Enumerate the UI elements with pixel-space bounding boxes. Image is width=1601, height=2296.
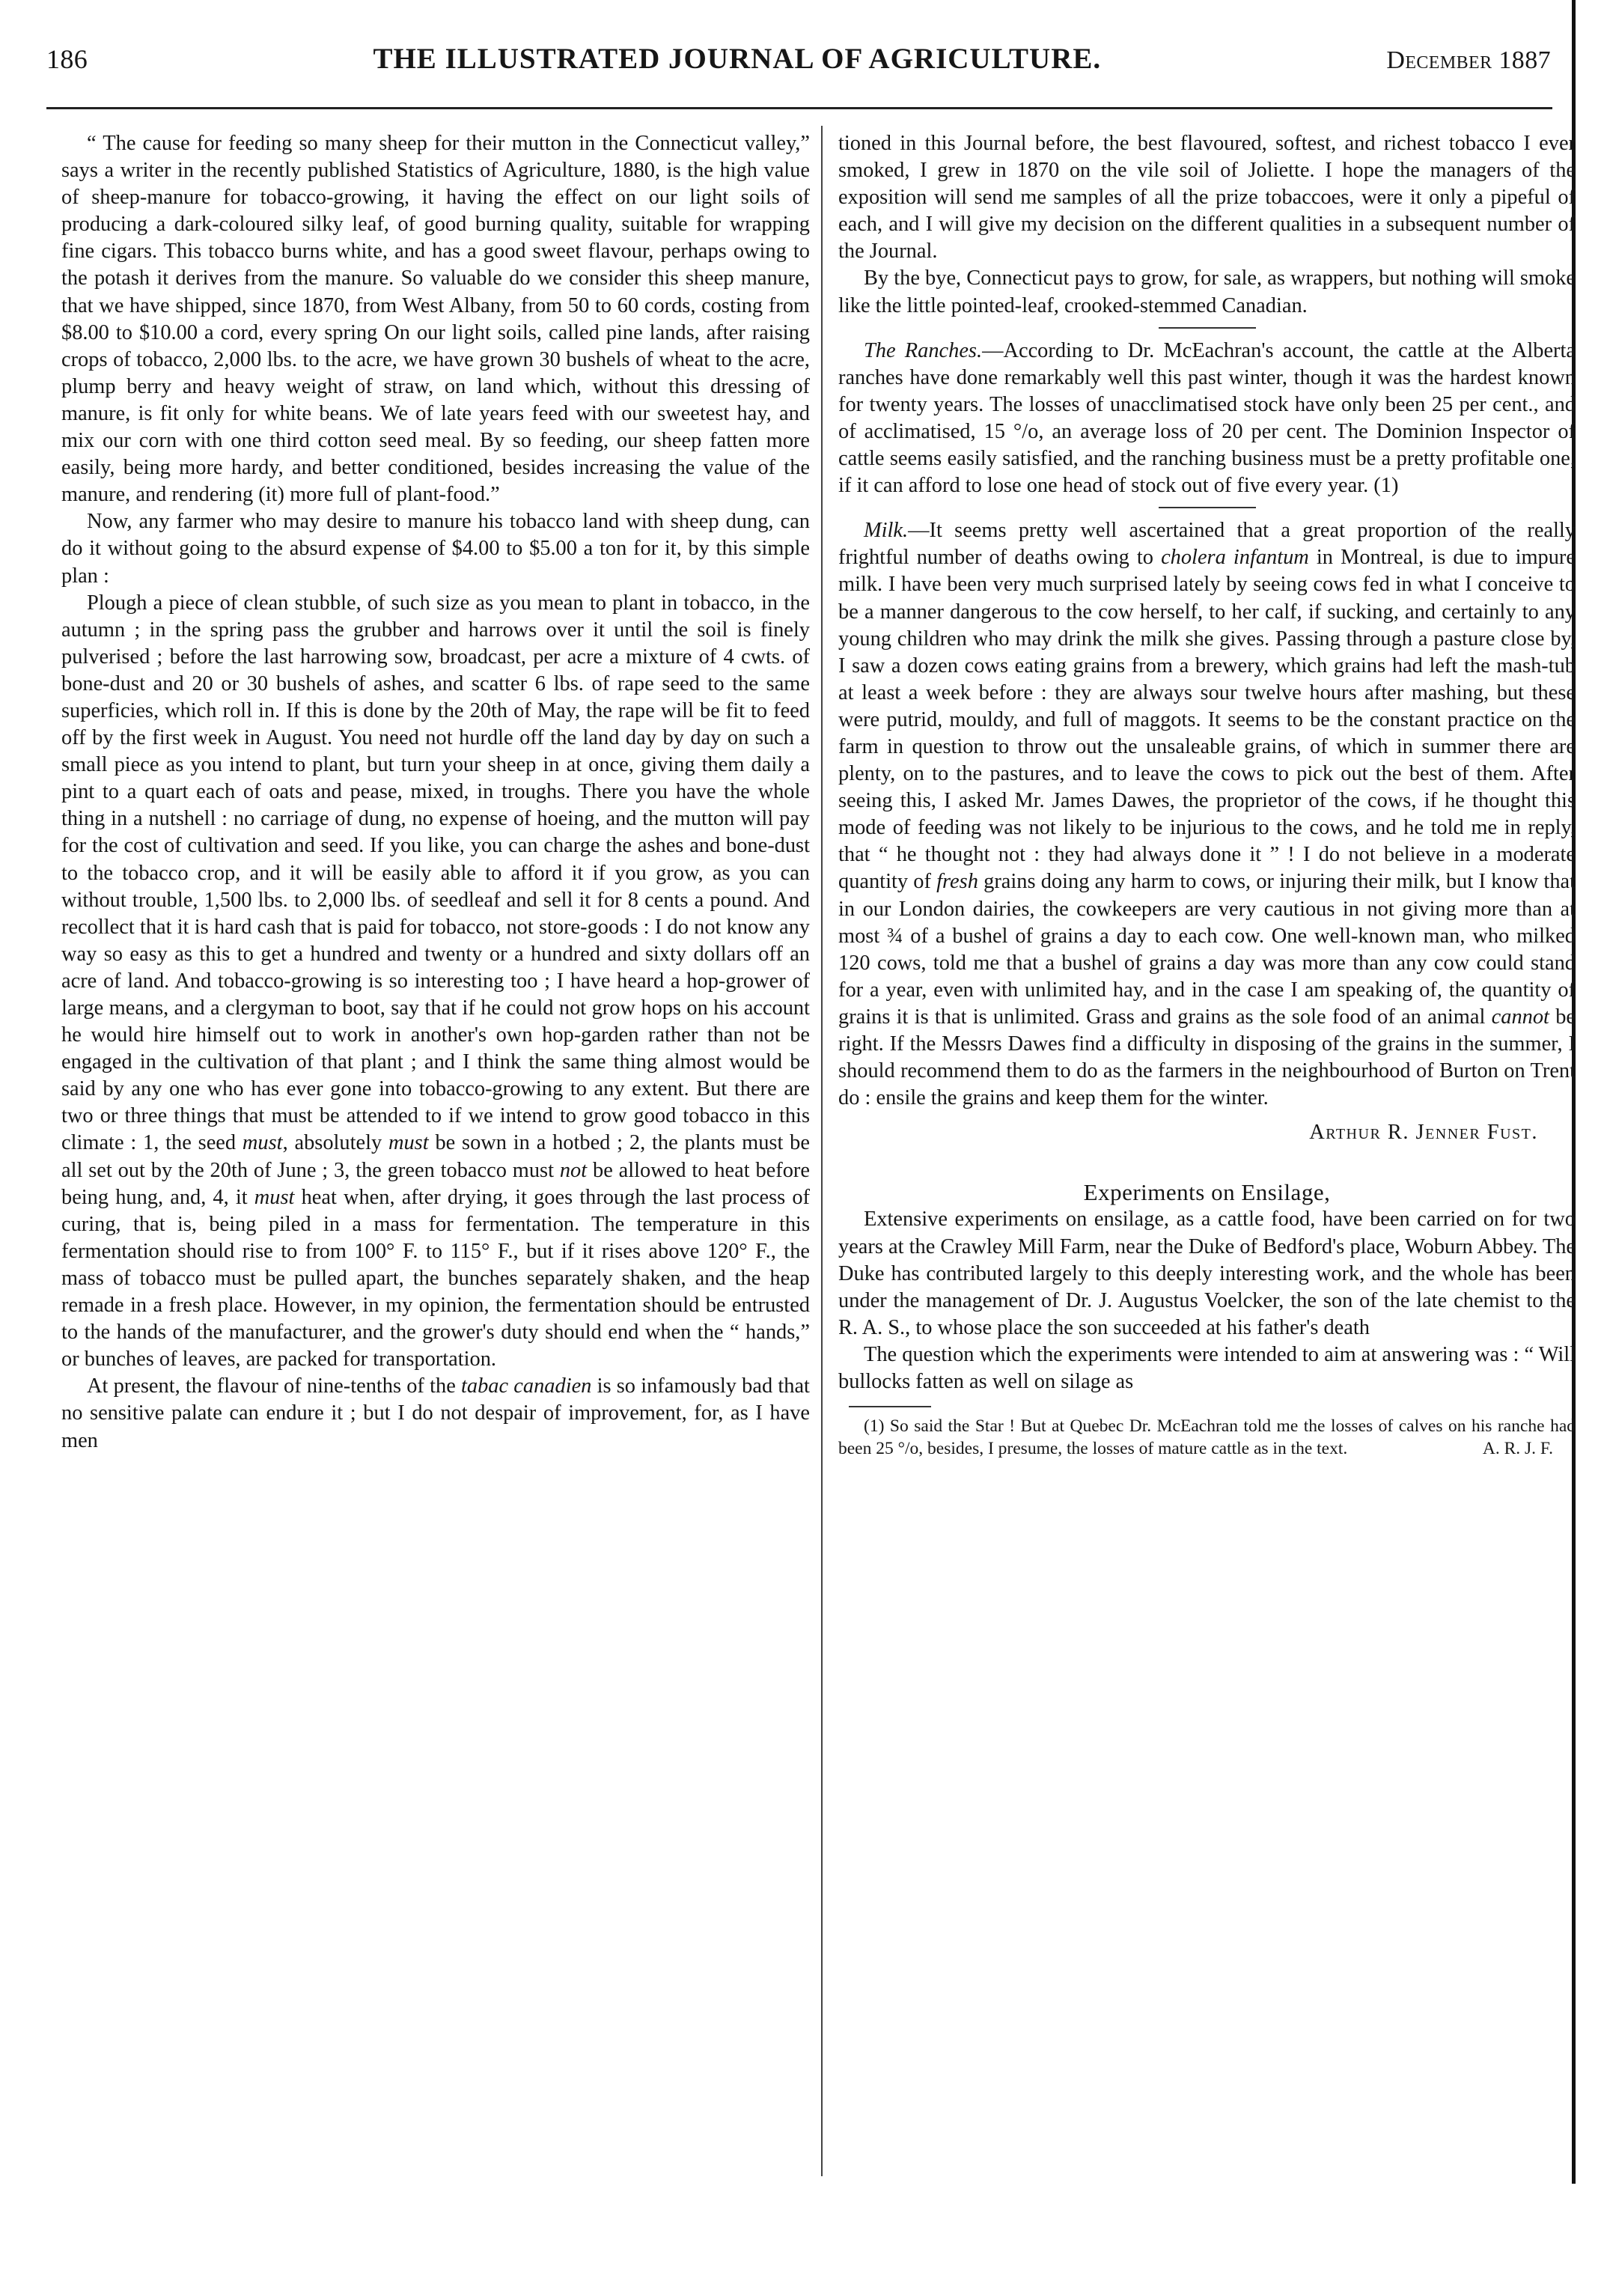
running-head: [46, 42, 1551, 87]
footnote-text: (1) So said the Star ! But at Quebec Dr. McEachran told me the losses of calves on his ranche had been 25 °/o, besides, I presume, the losses of mature cattle as in the text.: [838, 1416, 1576, 1459]
issue-date: December 1887: [1386, 46, 1551, 74]
paragraph-continued: tioned in this Journal before, the best flavoured, softest, and richest tobacco I ever smoked, I grew in 1870 on the vile soil of Joliette. I hope the managers of the exposition will send me samples of all the prize tobaccoes, were it only a pipeful of each, and I will give my decision on the different qualities in a subsequent number of the Journal.: [838, 132, 1576, 264]
page-number: 186: [46, 44, 88, 74]
column-divider: [821, 126, 823, 2176]
footnote-rule: [849, 1406, 931, 1407]
paragraph-ensilage-1: Extensive experiments on ensilage, as a cattle food, have been carried on for two years at the Crawley Mill Farm, near the Duke of Bedford's place, Woburn Abbey. The Duke has contributed largely to this deeply interesting work, and the whole has been under the management of Dr. J. Augustus Voelcker, the son of the late chemist to the R. A. S., to whose place the son succeeded at his father's death: [838, 1208, 1576, 1339]
milk-title: Milk.: [864, 519, 909, 543]
footnote: [838, 1415, 1576, 1460]
footnote-initials: A. R. J. F.: [1482, 1439, 1553, 1459]
ranches-title: The Ranches.: [864, 338, 983, 362]
section-milk: Milk.—It seems pretty well ascertained that a great proportion of the really frightful number of deaths owing to cholera infantum in Montreal, is due to impure milk. I have been very much surprised lately by seeing cows fed in what I conceive to be a manner dangerous to the cow herself, to her calf, if sucking, and certainly to any young children who may drink the milk she gives. Passing through a pasture close by, I saw a dozen cows eating grains from a brewery, which grains had left the mash-tub at least a week before : they are always sour twelve hours after mashing, but these were putrid, mouldy, and full of maggots. It seems to be the constant practice on the farm in question to throw out the unsaleable grains, of which in summer there are plenty, on to the pastures, and to leave the cows to pick out the best of them. After seeing this, I asked Mr. James Dawes, the proprietor of the cows, if he thought this mode of feeding was not likely to be injurious to the cows, and he told me in reply, that “ he thought not : they had always done it ” ! I do not believe in a moderate quantity of fresh grains doing any harm to cows, or injuring their milk, but I know that in our London dairies, the cowkeepers are very cautious in not giving more than at most ¾ of a bushel of grains a day to each cow. One well-known man, who milked 120 cows, told me that a bushel of grains a day was more than any cow could stand for a year, even with unlimited hay, and in the case I am speaking of, the quantity of grains it is that is unlimited. Grass and grains as the sole food of an animal cannot be right. If the Messrs Dawes find a difficulty in disposing of the grains in the summer, I should recommend them to do as the farmers in the neighbourhood of Burton on Trent do : ensile the grains and keep them for the winter.: [838, 519, 1576, 1110]
paragraph-sheep-dung: Now, any farmer who may desire to manure his tobacco land with sheep dung, can do it without going to the absurd expense of $4.00 to $5.00 a ton for it, by this simple plan :: [61, 510, 810, 588]
section-ranches: The Ranches.—According to Dr. McEachran's account, the cattle at the Alberta ranches have done remarkably well this past winter, though it was the hardest known for twenty years. The losses of unacclimatised stock have only been 25 per cent., and of acclimatised, 15 °/o, an average loss of 20 per cent. The Dominion Inspector of cattle seems easily satisfied, and the ranching business must be a pretty profitable one, if it can afford to lose one head of stock out of five every year. (1): [838, 338, 1576, 498]
author-signature: Arthur R. Jenner Fust.: [1309, 1121, 1538, 1145]
paragraph-ensilage-2: The question which the experiments were intended to aim at answering was : “ Will bullocks fatten as well on silage as: [838, 1342, 1576, 1394]
paragraph-connecticut: By the bye, Connecticut pays to grow, for sale, as wrappers, but nothing will smoke like the little pointed-leaf, crooked-stemmed Canadian.: [838, 267, 1576, 317]
journal-title: THE ILLUSTRATED JOURNAL OF AGRICULTURE.: [373, 43, 1102, 75]
paragraph-flavour: At present, the flavour of nine-tenths of the tabac canadien is so infamously bad that no sensitive palate can endure it ; but I do not despair of improvement, for, as I have men: [61, 1374, 810, 1452]
sheep-manure-quote: “ The cause for feeding so many sheep for their mutton in the Connecticut valley,” says a writer in the recently published Statistics of Agriculture, 1880, is the high value of sheep-manure for tobacco-growing, it having the effect on our light soils of producing a dark-coloured silky leaf, of good burning quality, suitable for wrapping fine cigars. This tobacco burns white, and has a good sweet flavour, perhaps owing to the potash it derives from the manure. So valuable do we consider this sheep manure, that we have shipped, since 1870, from West Albany, from 50 to 60 cords, costing from $8.00 to $10.00 a cord, every spring On our light soils, called pine lands, after raising crops of tobacco, 2,000 lbs. to the acre, we have grown 30 bushels of wheat to the acre, plump berry and heavy weight of straw, on land which, without this dressing of manure, is fit only for white beans. We of late years feed with our sweetest hay, and mix our corn with one third cotton seed meal. By so feeding, our sheep fatten more easily, being more hardy, and better conditioned, besides increasing the value of the manure, and rendering (it) more full of plant-food.”: [61, 132, 810, 507]
section-separator: [1159, 327, 1256, 329]
paragraph-plough: Plough a piece of clean stubble, of such size as you mean to plant in tobacco, in the autumn ; in the spring pass the grubber and harrows over it until the soil is finely pulverised ; before the last harrowing sow, broadcast, per acre a mixture of 4 cwts. of bone-dust and 20 or 30 bushels of ashes, and scatter 6 lbs. of rape seed to the same superficies, which roll in. If this is done by the 20th of May, the rape will be fit to feed off by the first week in August. You need not hurdle off the land day by day on such a small piece as you intend to plant, but turn your sheep in at once, giving them daily a pint to a quart each of oats and pease, mixed, in troughs. There you have the whole thing in a nutshell : no carriage of dung, no expense of hoeing, and the mutton will pay for the cost of cultivation and seed. If you like, you can charge the ashes and bone-dust to the tobacco crop, and it will be easily able to afford it if you grow, as you can without trouble, 1,500 lbs. to 2,000 lbs. of seedleaf and sell it for 8 cents a pound. And recollect that it is hard cash that is paid for tobacco, not store-goods : I do not know any way so easy as this to get a hundred and twenty or a hundred and sixty dollars off an acre of land. And tobacco-growing is so interesting too ; I have heard a hop-grower of large means, and a clergyman to boot, say that if he could not grow hops on his account he would hire himself out to work in another's own hop-garden rather than not be engaged in the cultivation of that plant ; and I think the same thing almost would be said by any one who has ever gone into tobacco-growing to any extent. But there are two or three things that must be attended to if we intend to grow good tobacco in this climate : 1, the seed must, absolutely must be sown in a hotbed ; 2, the plants must be all set out by the 20th of June ; 3, the green tobacco must not be allowed to heat before being hung, and, 4, it must heat when, after drying, it goes through the last process of curing, that is, being piled in a mass for fermentation. The temperature in this fermentation should rise to from 100° F. to 115° F., but if it rises above 120° F., the mass of tobacco must be pulled apart, the bunches separately shaken, and the heap remade in a fresh place. However, in my opinion, the fermentation should be entrusted to the hands of the manufacturer, and the grower's duty should end when the “ hands,” or bunches of leaves, are packed for transportation.: [61, 591, 810, 1371]
section-heading-ensilage: Experiments on Ensilage,: [1083, 1179, 1331, 1206]
header-rule: [46, 107, 1552, 109]
right-column: [838, 130, 1576, 1460]
left-column: [61, 130, 810, 1455]
section-separator: [1159, 507, 1256, 508]
